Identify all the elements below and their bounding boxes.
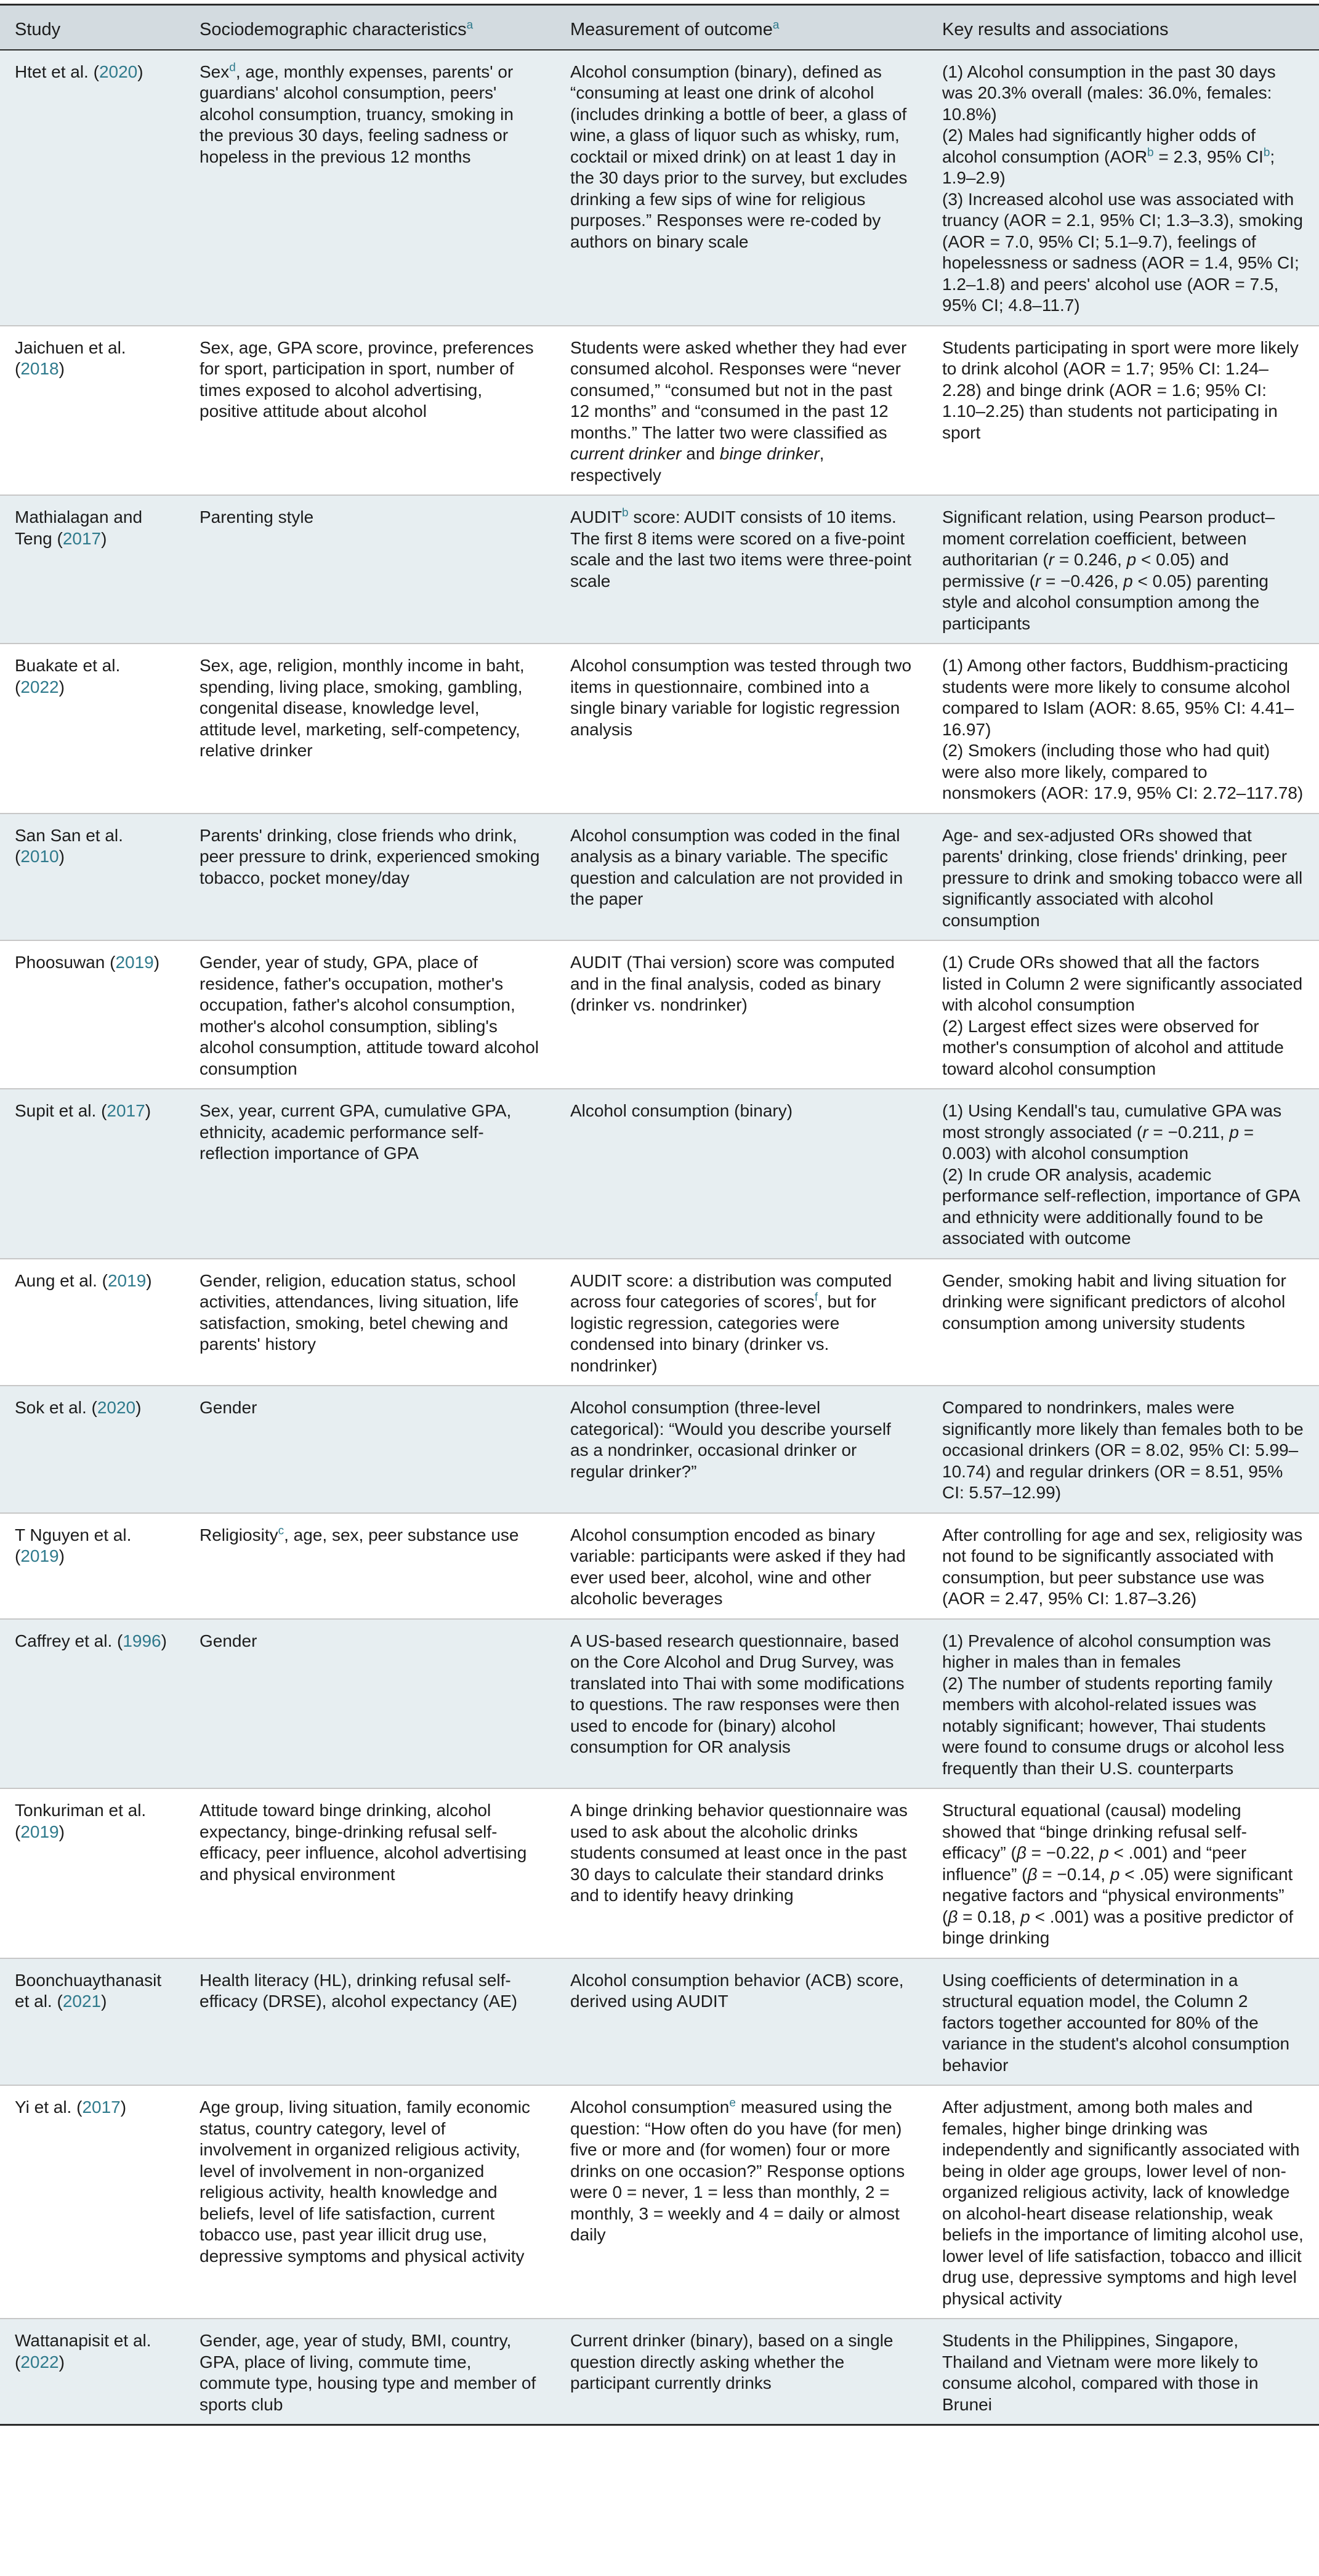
italic-term: r [1035,571,1041,591]
result-item [942,1673,1304,1780]
cell-text: (2) The number of students reporting family members with alcohol-related issues was notably significant; however, Thai students were found to consume drugs or alcohol less frequently than their U.S. counterparts [942,1673,1285,1778]
study-cell [0,814,185,941]
table-row [0,1513,1319,1619]
result-item [200,825,541,889]
table-body [0,50,1319,2425]
table-row [0,940,1319,1089]
result-item [200,1100,541,1165]
footnote-marker[interactable]: a [466,18,474,32]
cell-text: < .05) were significant negative factors and “physical environments” ( [942,1864,1293,1926]
result-item [200,337,541,422]
results-cell [927,814,1319,941]
italic-term: β [948,1907,958,1926]
result-item [570,2097,913,2246]
result-item [200,1397,541,1419]
cell-text: Sex, year, current GPA, cumulative GPA, ethnicity, academic performance self-reflection importance of GPA [200,1101,512,1163]
cell-text: Alcohol consumption (binary) [570,1101,793,1120]
study-year-link[interactable]: 2020 [97,1398,136,1417]
table-row [0,1259,1319,1386]
cell-text: Gender, age, year of study, BMI, country, GPA, place of living, commute time, commute type, housing type and member of sports club [200,2331,536,2414]
italic-term: p [1126,550,1137,569]
table-row [0,814,1319,941]
study-year-link[interactable]: 2019 [115,953,154,972]
result-item [942,1100,1304,1165]
study-author: Tonkuriman et al. ( [15,1801,147,1841]
result-item [942,1165,1304,1250]
italic-term: p [1099,1843,1109,1862]
study-year-link[interactable]: 2019 [20,1822,59,1841]
study-year-link[interactable]: 2022 [20,677,59,696]
study-author-end: ) [101,1992,107,2011]
result-item [942,952,1304,1016]
study-author: San San et al. ( [15,825,123,866]
italic-term: p [1110,1864,1120,1884]
result-item [200,655,541,762]
study-year-link[interactable]: 2020 [99,62,138,81]
sociodemographic-cell [185,326,555,496]
result-item [200,2097,541,2267]
study-year-link[interactable]: 2018 [20,359,59,378]
cell-text: = −0.22, [1026,1843,1100,1862]
cell-text: Parenting style [200,507,314,527]
sociodemographic-cell [185,814,555,941]
footnote-marker[interactable]: b [1147,146,1154,159]
result-item [942,740,1304,804]
cell-text: = 0.246, [1054,550,1127,569]
cell-text: Students were asked whether they had ever consumed alcohol. Responses were “never consumed,” “consumed but not in the past 12 months” and “consumed in the past 12 months.” The latter two were classified as [570,337,907,442]
italic-term: binge drinker [719,444,820,463]
result-item [570,1970,913,2013]
cell-text: (1) Crude ORs showed that all the factors listed in Column 2 were significantly associated with alcohol consumption [942,953,1303,1014]
italic-term: β [1016,1843,1027,1862]
study-cell [0,1386,185,1513]
sociodemographic-cell [185,940,555,1089]
cell-text: AUDIT score: a distribution was computed across four categories of scores [570,1270,892,1311]
cell-text: (2) Largest effect sizes were observed for mother's consumption of alcohol and attitude toward alcohol consumption [942,1016,1284,1078]
table-row [0,1386,1319,1513]
results-cell [927,2319,1319,2425]
results-cell [927,495,1319,644]
cell-text: Current drinker (binary), based on a single question directly asking whether the participant currently drinks [570,2331,893,2392]
study-cell [0,2085,185,2319]
cell-text: Sex, age, religion, monthly income in baht, spending, living place, smoking, gambling, congenital disease, knowledge level, attitude level, marketing, self-competency, relative drinker [200,656,525,760]
italic-term: p [1229,1122,1239,1142]
result-item [200,1970,541,2013]
cell-text: Alcohol consumption [570,2098,730,2117]
header-study: Study [0,5,185,50]
sociodemographic-cell [185,1259,555,1386]
cell-text: Structural equational (causal) modeling showed that “binge drinking refusal self-efficacy” ( [942,1801,1247,1862]
studies-table [0,4,1319,2426]
result-item [942,125,1304,189]
result-item [200,952,541,1080]
result-item [200,2330,541,2415]
cell-text: Religiosity [200,1525,278,1544]
table-row [0,1089,1319,1259]
study-author-end: ) [153,953,160,972]
result-item [942,1397,1304,1504]
study-cell [0,1788,185,1958]
result-item [942,1800,1304,1949]
study-year-link[interactable]: 2021 [62,1992,102,2011]
study-year-link[interactable]: 2022 [20,2352,59,2372]
study-author: Htet et al. ( [15,62,99,81]
italic-term: current drinker [570,444,682,463]
table-row [0,2319,1319,2425]
study-author: Mathialagan and Teng ( [15,507,143,548]
cell-text: A binge drinking behavior questionnaire was used to ask about the alcoholic drinks students consumed at least once in the past 30 days to calculate their standard drinks and to identify heavy drinking [570,1801,908,1905]
study-cell [0,1619,185,1789]
result-item [942,1970,1304,2077]
study-author: Boonchuaythanasit et al. ( [15,1970,162,2011]
sociodemographic-cell [185,1958,555,2086]
cell-text: Alcohol consumption was coded in the final analysis as a binary variable. The specific question and calculation are not provided in the paper [570,825,903,908]
study-author: Caffrey et al. ( [15,1631,123,1650]
results-cell [927,50,1319,326]
study-author-end: ) [146,1270,152,1290]
study-year-link[interactable]: 2019 [107,1270,147,1290]
study-cell [0,1513,185,1619]
result-item [570,655,913,740]
study-author: Yi et al. ( [15,2098,83,2117]
table-row [0,1619,1319,1789]
table-row [0,644,1319,814]
cell-text: Attitude toward binge drinking, alcohol expectancy, binge-drinking refusal self-efficacy, peer influence, alcohol advertising and physical environment [200,1801,527,1884]
results-cell [927,1958,1319,2086]
table-row [0,1958,1319,2086]
cell-text: = 0.18, [958,1907,1021,1926]
result-item [570,825,913,910]
footnote-marker[interactable]: d [229,61,236,75]
results-cell [927,2085,1319,2319]
table-row [0,50,1319,326]
result-item [942,2097,1304,2309]
study-cell [0,1259,185,1386]
cell-text: (3) Increased alcohol use was associated with truancy (AOR = 2.1, 95% CI; 1.3–3.3), smoking (AOR = 7.0, 95% CI; 5.1–9.7), feelings of hopelessness or sadness (AOR = 1.4, 95% CI; 1.2–1.8) and peers' alcohol use (AOR = 7.5, 95% CI; 4.8–11.7) [942,189,1303,315]
results-cell [927,1089,1319,1259]
measurement-cell [555,940,927,1089]
study-author: T Nguyen et al. ( [15,1525,132,1565]
cell-text: score: AUDIT consists of 10 items. The first 8 items were scored on a five-point scale and the last two items were three-point scale [570,507,912,591]
cell-text: Alcohol consumption encoded as binary variable: participants were asked if they had ever used beer, alcohol, wine and other alcoholic beverages [570,1525,906,1608]
result-item [570,952,913,1016]
italic-term: p [1123,571,1133,591]
sociodemographic-cell [185,2085,555,2319]
measurement-cell [555,814,927,941]
study-author-end: ) [101,528,107,548]
cell-text: (2) Smokers (including those who had quit) were also more likely, compared to nonsmokers (AOR: 17.9, 95% CI: 2.72–117.78) [942,741,1304,802]
result-item [942,825,1304,932]
measurement-cell [555,1619,927,1789]
sociodemographic-cell [185,1513,555,1619]
measurement-cell [555,1788,927,1958]
results-cell [927,1788,1319,1958]
study-author: Supit et al. ( [15,1101,107,1120]
study-author: Jaichuen et al. ( [15,337,126,378]
result-item [942,1631,1304,1673]
italic-term: p [1020,1907,1030,1926]
cell-text: = 0.003) with alcohol consumption [942,1122,1254,1163]
result-item [570,1800,913,1907]
result-item [570,1100,913,1122]
cell-text: < .001) and “peer influence” ( [942,1843,1247,1884]
cell-text: , age, monthly expenses, parents' or guardians' alcohol consumption, peers' alcohol consumption, truancy, smoking in the previous 30 days, feeling sadness or hopeless in the previous 12 months [200,62,514,166]
result-item [942,1016,1304,1080]
cell-text: Gender, religion, education status, school activities, attendances, living situation, life satisfaction, smoking, betel chewing and parents' history [200,1270,519,1354]
cell-text: Students participating in sport were more likely to drink alcohol (AOR = 1.7; 95% CI: 1.24–2.28) and binge drink (AOR = 1.6; 95% CI: 1.10–2.25) than students not participating in sport [942,337,1299,442]
measurement-cell [555,2319,927,2425]
result-item [942,1525,1304,1610]
cell-text: Alcohol consumption was tested through two items in questionnaire, combined into a single binary variable for logistic regression analysis [570,656,912,739]
cell-text: After controlling for age and sex, religiosity was not found to be significantly associated with consumption, but peer substance use was (AOR = 2.47, 95% CI: 1.87–3.26) [942,1525,1303,1608]
footnote-marker[interactable]: b [622,506,629,520]
sociodemographic-cell [185,644,555,814]
cell-text: Age group, living situation, family economic status, country category, level of involvement in organized religious activity, level of involvement in non-organized religious activity, health knowledge and beliefs, level of life satisfaction, current tobacco use, past year illicit drug use, depressive symptoms and physical activity [200,2098,530,2266]
cell-text: measured using the question: “How often do you have (for men) five or more and (for women) four or more drinks on one occasion?” Response options were 0 = never, 1 = less than monthly, 2 = monthly, 3 = weekly and 4 = daily or almost daily [570,2098,905,2244]
study-author-end: ) [58,1546,65,1565]
study-cell [0,50,185,326]
sociodemographic-cell [185,1386,555,1513]
result-item [570,337,913,487]
study-cell [0,326,185,496]
cell-text: (1) Alcohol consumption in the past 30 days was 20.3% overall (males: 36.0%, females: 10.8%) [942,62,1276,124]
sociodemographic-cell [185,1619,555,1789]
cell-text: < 0.05) parenting style and alcohol consumption among the participants [942,571,1269,633]
measurement-cell [555,1958,927,2086]
cell-text: , but for logistic regression, categories were condensed into binary (drinker vs. nondrinker) [570,1292,877,1375]
cell-text: Gender [200,1631,257,1650]
cell-text: Parents' drinking, close friends who drink, peer pressure to drink, experienced smoking tobacco, pocket money/day [200,825,540,887]
study-author-end: ) [58,847,65,866]
result-item [200,1270,541,1355]
cell-text: , age, sex, peer substance use [284,1525,519,1544]
measurement-cell [555,1513,927,1619]
cell-text: Sex [200,62,230,81]
result-item [942,189,1304,317]
study-author: Sok et al. ( [15,1398,97,1417]
study-author-end: ) [58,2352,65,2372]
header-measurement: Measurement of outcome$^a$ [555,5,927,50]
table-row [0,2085,1319,2319]
cell-text: = −0.426, [1041,571,1124,591]
table-header [0,5,1319,50]
cell-text: (2) In crude OR analysis, academic performance self-reflection, importance of GPA and ethnicity were additionally found to be associated with outcome [942,1165,1299,1248]
cell-text: Alcohol consumption behavior (ACB) score, derived using AUDIT [570,1970,904,2011]
measurement-cell [555,1259,927,1386]
study-author-end: ) [58,677,65,696]
cell-text: Gender, smoking habit and living situation for drinking were significant predictors of alcohol consumption among university students [942,1270,1286,1333]
study-cell [0,1958,185,2086]
study-author-end: ) [58,359,65,378]
cell-text: ; 1.9–2.9) [942,147,1275,187]
header-sociodemographic: Sociodemographic characteristics$^a$ [185,5,555,50]
study-author-end: ) [137,62,143,81]
cell-text: < .001) was a positive predictor of binge drinking [942,1907,1294,1947]
result-item [942,655,1304,740]
result-item [942,507,1304,634]
cell-text: After adjustment, among both males and females, higher binge drinking was independently and significantly associated with being in older age groups, lower level of non-organized religious activity, lack of knowledge on alcohol-heart disease relationship, weak beliefs in the importance of limiting alcohol use, lower level of life satisfaction, tobacco and illicit drug use, depressive symptoms and high level physical activity [942,2098,1304,2308]
sociodemographic-cell [185,1089,555,1259]
cell-text: AUDIT [570,507,622,527]
result-item [942,62,1304,126]
results-cell [927,1513,1319,1619]
cell-text: (2) Males had significantly higher odds of alcohol consumption (AOR [942,126,1256,166]
measurement-cell [555,495,927,644]
study-author: Aung et al. ( [15,1270,108,1290]
table-row [0,495,1319,644]
cell-text: AUDIT (Thai version) score was computed and in the final analysis, coded as binary (drinker vs. nondrinker) [570,953,895,1014]
result-item [570,1397,913,1482]
study-year-link[interactable]: 2017 [82,2098,121,2117]
result-item [942,337,1304,444]
footnote-marker[interactable]: c [278,1524,284,1538]
measurement-cell [555,2085,927,2319]
results-cell [927,644,1319,814]
cell-text: = 2.3, 95% CI [1153,147,1264,166]
study-year-link[interactable]: 2019 [20,1546,59,1565]
cell-text: (1) Using Kendall's tau, cumulative GPA was most strongly associated ( [942,1101,1282,1142]
footnote-marker[interactable]: f [814,1291,818,1304]
result-item [200,507,541,528]
results-cell [927,940,1319,1089]
cell-text: A US-based research questionnaire, based on the Core Alcohol and Drug Survey, was translated into Thai with some modifications to questions. The raw responses were then used to encode for (binary) alcohol consumption for OR analysis [570,1631,905,1756]
cell-text: Using coefficients of determination in a structural equation model, the Column 2 factors together accounted for 80% of the variance in the student's alcohol consumption behavior [942,1970,1290,2075]
result-item [200,62,541,168]
cell-text: < 0.05) and permissive ( [942,550,1229,591]
result-item [570,62,913,253]
measurement-cell [555,1089,927,1259]
cell-text: Gender [200,1398,257,1417]
result-item [200,1525,541,1546]
study-author-end: ) [120,2098,127,2117]
measurement-cell [555,50,927,326]
result-item [200,1800,541,1885]
study-author: Buakate et al. ( [15,656,121,696]
cell-text: Students in the Philippines, Singapore, Thailand and Vietnam were more likely to consume alcohol, compared with those in Brunei [942,2331,1259,2414]
cell-text: Sex, age, GPA score, province, preferences for sport, participation in sport, number of times exposed to alcohol advertising, positive attitude about alcohol [200,337,534,421]
sociodemographic-cell [185,1788,555,1958]
results-cell [927,1259,1319,1386]
study-author-end: ) [161,1631,167,1650]
measurement-cell [555,1386,927,1513]
cell-text: (1) Among other factors, Buddhism-practicing students were more likely to consume alcohol compared to Islam (AOR: 8.65, 95% CI: 4.41–16.97) [942,656,1294,739]
footnote-marker[interactable]: e [729,2096,736,2110]
cell-text: Health literacy (HL), drinking refusal self-efficacy (DRSE), alcohol expectancy (AE) [200,1970,518,2011]
result-item [942,1270,1304,1334]
study-year-link[interactable]: 2017 [62,528,102,548]
result-item [570,2330,913,2394]
results-cell [927,326,1319,496]
cell-text: = −0.14, [1037,1864,1110,1884]
study-author: Phoosuwan ( [15,953,116,972]
sociodemographic-cell [185,50,555,326]
study-year-link[interactable]: 2010 [20,847,59,866]
result-item [570,507,913,592]
study-cell [0,1089,185,1259]
measurement-cell [555,644,927,814]
cell-text: Alcohol consumption (binary), defined as “consuming at least one drink of alcohol (includes drinking a bottle of beer, a glass of wine, a glass of liquor such as whisky, rum, cocktail or mixed drink) on at least 1 day in the 30 days prior to the survey, but excludes drinking a few sips of wine for religious purposes.” Responses were re-coded by authors on binary scale [570,62,908,251]
cell-text: Alcohol consumption (three-level categorical): “Would you describe yourself as a nondrinker, occasional drinker or regular drinker?” [570,1398,891,1481]
study-cell [0,644,185,814]
table-row [0,1788,1319,1958]
italic-term: β [1027,1864,1038,1884]
cell-text: Gender, year of study, GPA, place of residence, father's occupation, mother's occupation, father's alcohol consumption, mother's alcohol consumption, sibling's alcohol consumption, attitude toward alcohol consumption [200,953,539,1078]
header-results: Key results and associations [927,5,1319,50]
result-item [200,1631,541,1652]
study-year-link[interactable]: 2017 [107,1101,145,1120]
results-cell [927,1386,1319,1513]
result-item [942,2330,1304,2415]
sociodemographic-cell [185,2319,555,2425]
result-item [570,1525,913,1610]
italic-term: r [1048,550,1055,569]
footnote-marker[interactable]: a [772,18,780,32]
cell-text: Age- and sex-adjusted ORs showed that parents' drinking, close friends' drinking, peer pressure to drink and smoking tobacco were all significantly associated with alcohol consumption [942,825,1303,930]
measurement-cell [555,326,927,496]
table-row [0,326,1319,496]
cell-text: and [681,444,720,463]
italic-term: r [1142,1122,1148,1142]
study-cell [0,940,185,1089]
cell-text: , respectively [570,444,825,485]
study-year-link[interactable]: 1996 [123,1631,161,1650]
study-author-end: ) [135,1398,142,1417]
study-author: Wattanapisit et al. ( [15,2331,151,2372]
study-author-end: ) [58,1822,65,1841]
result-item [570,1270,913,1377]
results-cell [927,1619,1319,1789]
cell-text: Significant relation, using Pearson product–moment correlation coefficient, between authoritarian ( [942,507,1275,569]
cell-text: = −0.211, [1148,1122,1230,1142]
study-cell [0,2319,185,2425]
footnote-marker[interactable]: b [1263,146,1270,159]
study-author-end: ) [145,1101,151,1120]
cell-text: Compared to nondrinkers, males were significantly more likely than females both to be occasional drinkers (OR = 8.02, 95% CI: 5.99–10.74) and regular drinkers (OR = 8.51, 95% CI: 5.57–12.99) [942,1398,1304,1502]
study-cell [0,495,185,644]
cell-text: (1) Prevalence of alcohol consumption was higher in males than in females [942,1631,1271,1671]
result-item [570,1631,913,1758]
sociodemographic-cell [185,495,555,644]
